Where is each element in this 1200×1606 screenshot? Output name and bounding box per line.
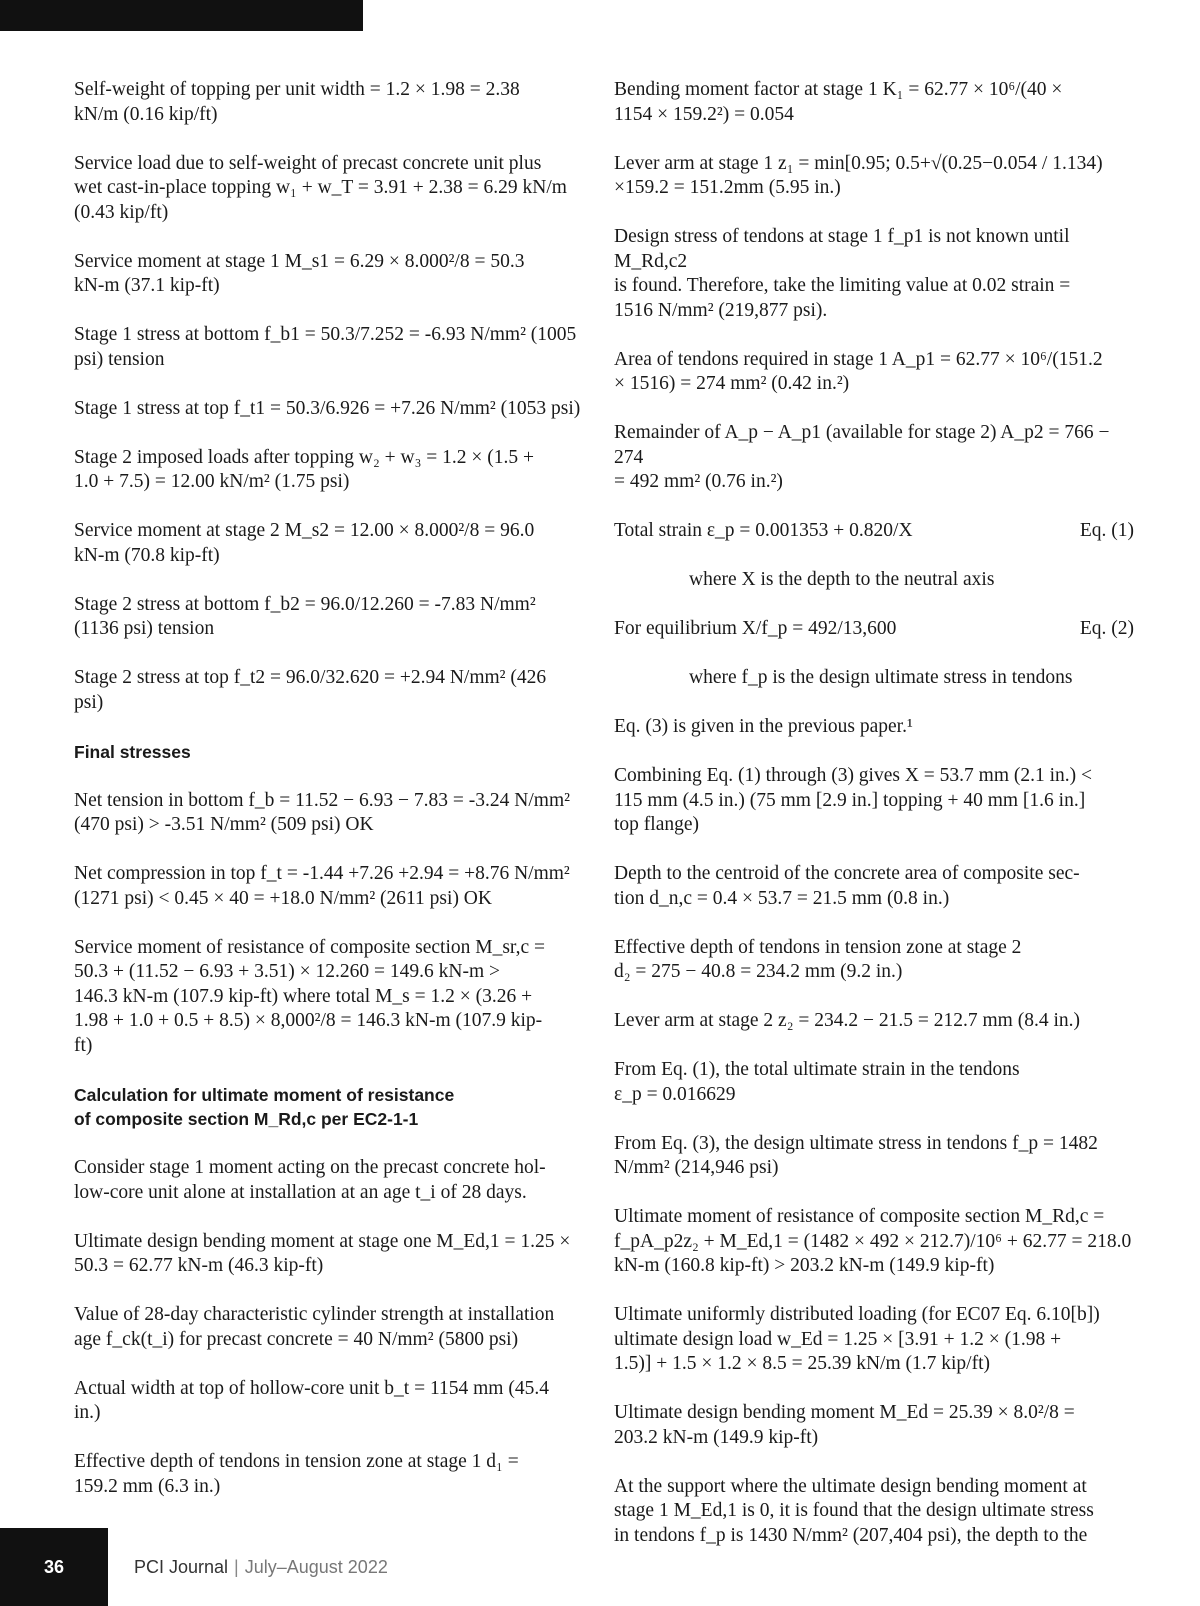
service-moment-stage1: Service moment at stage 1 M_s1 = 6.29 × 8.000²/8 = 50.3 kN-m (37.1 kip-ft) [74,250,525,296]
hollow-core-width: Actual width at top of hollow-core unit b_t = 1154 mm (45.4 in.) [74,1377,549,1423]
footer-separator: | [234,1557,239,1577]
page-number: 36 [43,1556,65,1577]
ultimate-strain: From Eq. (1), the total ultimate strain in the tendons ε_p = 0.016629 [614,1059,1020,1105]
lever-arm-stage2: Lever arm at stage 2 z₂ = 234.2 − 21.5 = 212.7 mm (8.4 in.) [614,1010,1080,1031]
design-stress-stage1: Design stress of tendons at stage 1 f_p1 is not known until M_Rd,c2 is found. Therefore, take the limiting value at 0.02 strain = 1516 N/mm² (219,877 psi). [614,226,1071,321]
net-compression-top: Net compression in top f_t = -1.44 +7.26 +2.94 = +8.76 N/mm² (1271 psi) < 0.45 × 40 = +18.0 N/mm² (2611 psi) OK [74,863,570,909]
equation-2-row [614,617,1134,642]
final-stresses-heading: Final stresses [74,741,191,762]
left-column [74,78,586,1524]
remainder-area: Remainder of A_p − A_p1 (available for stage 2) A_p2 = 766 − 274 = 492 mm² (0.76 in.²) [614,422,1110,492]
cylinder-strength: Value of 28-day characteristic cylinder strength at installation age f_ck(t_i) for precast concrete = 40 N/mm² (5800 psi) [74,1304,555,1350]
ultimate-moment-resistance: Ultimate moment of resistance of composite section M_Rd,c = f_pA_p2z₂ + M_Ed,1 = (1482 × 492 × 212.7)/10⁶ + 62.77 = 218.0 kN-m (160.8 kip-ft) > 203.2 kN-m (149.9 kip-ft) [614,1206,1132,1276]
lever-arm-stage1: Lever arm at stage 1 z₁ = min[0.95; 0.5+√(0.25−0.054 / 1.134) ×159.2 = 151.2mm (5.95 in.) [614,152,1103,198]
support-condition: At the support where the ultimate design bending moment at stage 1 M_Ed,1 is 0, it is found that the design ultimate stress in tendons f_p is 1430 N/mm² (207,404 psi), the depth to the [614,1475,1094,1546]
stage1-stress-top: Stage 1 stress at top f_t1 = 50.3/6.926 = +7.26 N/mm² (1053 psi) [74,397,581,419]
ultimate-moment-heading: Calculation for ultimate moment of resistance of composite section M_Rd,c per EC2-1-1 [74,1084,455,1129]
equation-1-where: where X is the depth to the neutral axis [689,569,995,590]
equation-1-row [614,519,1134,544]
stage1-moment-consideration: Consider stage 1 moment acting on the precast concrete hol- low-core unit alone at installation at an age t_i of 28 days. [74,1157,546,1203]
equation-1-label: Eq. (1) [1079,520,1134,541]
area-tendons-stage1: Area of tendons required in stage 1 A_p1 = 62.77 × 10⁶/(151.2 × 1516) = 274 mm² (0.42 in.²) [614,348,1103,394]
service-moment-stage2: Service moment at stage 2 M_s2 = 12.00 × 8.000²/8 = 96.0 kN-m (70.8 kip-ft) [74,520,535,566]
effective-depth-stage1: Effective depth of tendons in tension zone at stage 1 d₁ = 159.2 mm (6.3 in.) [74,1451,519,1497]
ultimate-distributed-loading: Ultimate uniformly distributed loading (for EC07 Eq. 6.10[b]) ultimate design load w_Ed = 1.25 × [3.91 + 1.2 × (1.98 + 1.5)] + 1.5 × 1.2 × 8.5 = 25.39 kN/m (1.7 kip/ft) [614,1304,1100,1374]
stage1-stress-bottom: Stage 1 stress at bottom f_b1 = 50.3/7.252 = -6.93 N/mm² (1005 psi) tension [74,324,577,370]
header-black-bar [0,0,363,31]
footer-journal-line [134,1557,388,1578]
stage2-imposed-loads: Stage 2 imposed loads after topping w₂ + w₃ = 1.2 × (1.5 + 1.0 + 7.5) = 12.00 kN/m² (1.75 psi) [74,446,534,492]
net-tension-bottom: Net tension in bottom f_b = 11.52 − 6.93 − 7.83 = -3.24 N/mm² (470 psi) > -3.51 N/mm² (509 psi) OK [74,789,570,835]
ultimate-design-moment: Ultimate design bending moment M_Ed = 25.39 × 8.0²/8 = 203.2 kN-m (149.9 kip-ft) [614,1402,1075,1448]
equation-2-text: For equilibrium X/f_p = 492/13,600 [614,618,897,639]
journal-issue: July–August 2022 [244,1557,388,1577]
journal-name: PCI Journal [134,1557,229,1577]
equation-2-label: Eq. (2) [1079,618,1134,639]
stage2-stress-top: Stage 2 stress at top f_t2 = 96.0/32.620 = +2.94 N/mm² (426 psi) [74,667,547,713]
centroid-depth: Depth to the centroid of the concrete area of composite sec- tion d_n,c = 0.4 × 53.7 = 21.5 mm (0.8 in.) [614,863,1080,909]
ultimate-moment-stage1: Ultimate design bending moment at stage one M_Ed,1 = 1.25 × 50.3 = 62.77 kN-m (46.3 kip-ft) [74,1230,571,1276]
bending-moment-factor: Bending moment factor at stage 1 K₁ = 62.77 × 10⁶/(40 × 1154 × 159.2²) = 0.054 [614,79,1063,125]
neutral-axis-result: Combining Eq. (1) through (3) gives X = 53.7 mm (2.1 in.) < 115 mm (4.5 in.) (75 mm [2.9 in.] topping + 40 mm [1.6 in.] top flange) [614,765,1093,835]
effective-depth-stage2: Effective depth of tendons in tension zone at stage 2 d₂ = 275 − 40.8 = 234.2 mm (9.2 in.) [614,936,1022,982]
service-load-stage1: Service load due to self-weight of precast concrete unit plus wet cast-in-place topping w₁ + w_T = 3.91 + 2.38 = 6.29 kN/m (0.43 kip/ft) [74,152,567,223]
right-column [614,78,1134,1573]
ultimate-stress: From Eq. (3), the design ultimate stress in tendons f_p = 1482 N/mm² (214,946 psi) [614,1132,1098,1178]
equation-2-where: where f_p is the design ultimate stress in tendons [689,667,1073,688]
equation-3-note: Eq. (3) is given in the previous paper.¹ [614,716,913,737]
service-moment-resistance: Service moment of resistance of composite section M_sr,c = 50.3 + (11.52 − 6.93 + 3.51) × 12.260 = 149.6 kN-m > 146.3 kN-m (107.9 kip-ft) where total M_s = 1.2 × (3.26 + 1.98 + 1.0 + 0.5 + 8.5) × 8,000²/8 = 146.3 kN-m (107.9 kip- ft) [74,936,546,1056]
equation-1-text: Total strain ε_p = 0.001353 + 0.820/X [614,520,913,541]
topping-self-weight: Self-weight of topping per unit width = 1.2 × 1.98 = 2.38 kN/m (0.16 kip/ft) [74,79,520,125]
stage2-stress-bottom: Stage 2 stress at bottom f_b2 = 96.0/12.260 = -7.83 N/mm² (1136 psi) tension [74,593,536,639]
